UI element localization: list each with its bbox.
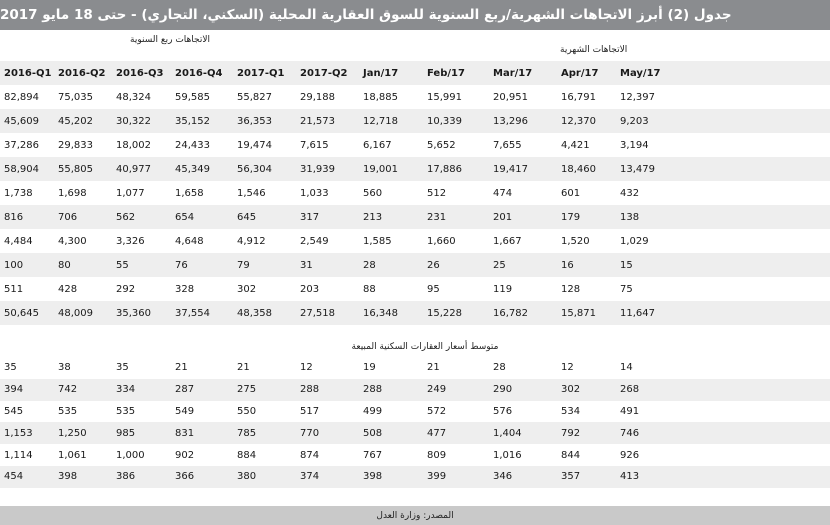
- table-title: جدول (2) أبرز الاتجاهات الشهرية/ربع السنوية للسوق العقارية المحلية (السكني، التجاري) - حتى 18 مايو 2017: [0, 0, 830, 30]
- table-cell: 21: [233, 357, 296, 379]
- table-cell: 203: [296, 277, 359, 301]
- table-cell: 275: [233, 379, 296, 401]
- table-cell: 394: [0, 379, 54, 401]
- table-cell: 792: [557, 422, 616, 444]
- table-cell: 16,782: [489, 301, 557, 325]
- table-cell: 55: [112, 253, 171, 277]
- table-cell: 12,397: [616, 85, 830, 109]
- table-cell: 545: [0, 401, 54, 423]
- table-cell: 508: [359, 422, 423, 444]
- table-cell: 1,667: [489, 229, 557, 253]
- average-prices-title: متوسط أسعار العقارات السكنية المبيعة: [351, 342, 499, 352]
- table-cell: 75,035: [54, 85, 112, 109]
- table-row: [0, 444, 830, 466]
- table-cell: 179: [557, 205, 616, 229]
- table-cell: 35: [0, 357, 54, 379]
- table-cell: 809: [423, 444, 489, 466]
- table-cell: 29,188: [296, 85, 359, 109]
- table-cell: 231: [423, 205, 489, 229]
- column-header: May/17: [616, 61, 830, 85]
- table-cell: 58,904: [0, 157, 54, 181]
- table-cell: 45,609: [0, 109, 54, 133]
- monthly-group-label: الاتجاهات الشهرية: [560, 45, 628, 55]
- table-cell: 4,300: [54, 229, 112, 253]
- column-header: 2016-Q4: [171, 61, 233, 85]
- table-cell: 21: [423, 357, 489, 379]
- table-cell: 1,585: [359, 229, 423, 253]
- table-cell: 15,991: [423, 85, 489, 109]
- table-cell: 48,358: [233, 301, 296, 325]
- table-cell: 18,002: [112, 133, 171, 157]
- table-cell: 40,977: [112, 157, 171, 181]
- table-cell: 19,417: [489, 157, 557, 181]
- table-cell: 742: [54, 379, 112, 401]
- column-header: Mar/17: [489, 61, 557, 85]
- table-cell: 746: [616, 422, 830, 444]
- table-cell: 4,648: [171, 229, 233, 253]
- table-row: [0, 157, 830, 181]
- table-cell: 4,484: [0, 229, 54, 253]
- table-cell: 45,349: [171, 157, 233, 181]
- table-cell: 1,250: [54, 422, 112, 444]
- column-header: 2016-Q1: [0, 61, 54, 85]
- table-cell: 55,805: [54, 157, 112, 181]
- table-cell: 11,647: [616, 301, 830, 325]
- table-cell: 1,546: [233, 181, 296, 205]
- table-row: [0, 205, 830, 229]
- table-cell: 302: [233, 277, 296, 301]
- table-cell: 95: [423, 277, 489, 301]
- table-cell: 21,573: [296, 109, 359, 133]
- table-cell: 20,951: [489, 85, 557, 109]
- table-cell: 249: [423, 379, 489, 401]
- table-cell: 535: [112, 401, 171, 423]
- table-cell: 26: [423, 253, 489, 277]
- table-cell: 10,339: [423, 109, 489, 133]
- table-row: [0, 85, 830, 109]
- table-row: [0, 277, 830, 301]
- table-cell: 601: [557, 181, 616, 205]
- table-cell: 346: [489, 466, 557, 488]
- market-indicators-table: [0, 85, 830, 325]
- table-cell: 399: [423, 466, 489, 488]
- source-note: المصدر: وزارة العدل: [0, 506, 830, 525]
- table-cell: 25: [489, 253, 557, 277]
- table-cell: 1,404: [489, 422, 557, 444]
- table-cell: 12: [296, 357, 359, 379]
- table-cell: 16: [557, 253, 616, 277]
- table-cell: 535: [54, 401, 112, 423]
- table-cell: 19,474: [233, 133, 296, 157]
- table-cell: 292: [112, 277, 171, 301]
- column-header: 2017-Q2: [296, 61, 359, 85]
- table-cell: 119: [489, 277, 557, 301]
- table-cell: 654: [171, 205, 233, 229]
- table-cell: 562: [112, 205, 171, 229]
- table-cell: 1,698: [54, 181, 112, 205]
- table-cell: 55,827: [233, 85, 296, 109]
- table-cell: 474: [489, 181, 557, 205]
- table-cell: 21: [171, 357, 233, 379]
- table-cell: 328: [171, 277, 233, 301]
- table-row: [0, 466, 830, 488]
- table-cell: 477: [423, 422, 489, 444]
- table-cell: 1,114: [0, 444, 54, 466]
- table-cell: 1,738: [0, 181, 54, 205]
- table-cell: 398: [359, 466, 423, 488]
- table-cell: 902: [171, 444, 233, 466]
- table-cell: 4,912: [233, 229, 296, 253]
- table-cell: 1,660: [423, 229, 489, 253]
- table-cell: 290: [489, 379, 557, 401]
- table-cell: 31: [296, 253, 359, 277]
- table-cell: 48,324: [112, 85, 171, 109]
- table-cell: 1,000: [112, 444, 171, 466]
- table-cell: 386: [112, 466, 171, 488]
- table-cell: 549: [171, 401, 233, 423]
- table-cell: 374: [296, 466, 359, 488]
- table-cell: 35: [112, 357, 171, 379]
- table-cell: 100: [0, 253, 54, 277]
- quarterly-group-label: الاتجاهات ربع السنوية: [130, 35, 210, 45]
- table-cell: 48,009: [54, 301, 112, 325]
- table-cell: 512: [423, 181, 489, 205]
- table-cell: 12: [557, 357, 616, 379]
- table-cell: 37,286: [0, 133, 54, 157]
- table-cell: 19,001: [359, 157, 423, 181]
- table-cell: 18,885: [359, 85, 423, 109]
- table-cell: 499: [359, 401, 423, 423]
- table-cell: 816: [0, 205, 54, 229]
- table-cell: 576: [489, 401, 557, 423]
- table-cell: 357: [557, 466, 616, 488]
- table-cell: 45,202: [54, 109, 112, 133]
- table-cell: 18,460: [557, 157, 616, 181]
- table-cell: 28: [489, 357, 557, 379]
- table-cell: 7,615: [296, 133, 359, 157]
- table-cell: 287: [171, 379, 233, 401]
- table-cell: 302: [557, 379, 616, 401]
- table-row: [0, 133, 830, 157]
- table-cell: 12,718: [359, 109, 423, 133]
- table-cell: 454: [0, 466, 54, 488]
- table-cell: 432: [616, 181, 830, 205]
- table-cell: 35,360: [112, 301, 171, 325]
- table-cell: 1,016: [489, 444, 557, 466]
- table-cell: 28: [359, 253, 423, 277]
- column-header-row: [0, 61, 830, 85]
- table-cell: 785: [233, 422, 296, 444]
- table-cell: 366: [171, 466, 233, 488]
- table-cell: 1,061: [54, 444, 112, 466]
- table-cell: 27,518: [296, 301, 359, 325]
- table-row: [0, 109, 830, 133]
- column-header: 2016-Q3: [112, 61, 171, 85]
- table-cell: 874: [296, 444, 359, 466]
- table-cell: 88: [359, 277, 423, 301]
- table-cell: 334: [112, 379, 171, 401]
- table-cell: 7,655: [489, 133, 557, 157]
- table-cell: 3,194: [616, 133, 830, 157]
- table-cell: 79: [233, 253, 296, 277]
- table-cell: 6,167: [359, 133, 423, 157]
- table-cell: 12,370: [557, 109, 616, 133]
- column-header: 2017-Q1: [233, 61, 296, 85]
- table-cell: 213: [359, 205, 423, 229]
- table-cell: 13,296: [489, 109, 557, 133]
- column-header: 2016-Q2: [54, 61, 112, 85]
- table-cell: 15: [616, 253, 830, 277]
- table-cell: 50,645: [0, 301, 54, 325]
- table-cell: 268: [616, 379, 830, 401]
- table-row: [0, 253, 830, 277]
- table-cell: 317: [296, 205, 359, 229]
- table-row: [0, 379, 830, 401]
- table-row: [0, 181, 830, 205]
- average-prices-table: [0, 357, 830, 488]
- table-cell: 80: [54, 253, 112, 277]
- table-cell: 201: [489, 205, 557, 229]
- table-cell: 560: [359, 181, 423, 205]
- table-cell: 31,939: [296, 157, 359, 181]
- table-cell: 1,033: [296, 181, 359, 205]
- table-cell: 491: [616, 401, 830, 423]
- table-cell: 138: [616, 205, 830, 229]
- table-cell: 4,421: [557, 133, 616, 157]
- table-cell: 380: [233, 466, 296, 488]
- table-cell: 2,549: [296, 229, 359, 253]
- table-cell: 35,152: [171, 109, 233, 133]
- table-cell: 36,353: [233, 109, 296, 133]
- table-cell: 37,554: [171, 301, 233, 325]
- table-cell: 30,322: [112, 109, 171, 133]
- table-row: [0, 357, 830, 379]
- table-cell: 1,658: [171, 181, 233, 205]
- table-row: [0, 301, 830, 325]
- column-header: Feb/17: [423, 61, 489, 85]
- table-cell: 19: [359, 357, 423, 379]
- table-cell: 14: [616, 357, 830, 379]
- table-cell: 16,348: [359, 301, 423, 325]
- table-cell: 13,479: [616, 157, 830, 181]
- table-cell: 15,871: [557, 301, 616, 325]
- table-cell: 534: [557, 401, 616, 423]
- table-cell: 1,029: [616, 229, 830, 253]
- table-cell: 128: [557, 277, 616, 301]
- table-cell: 56,304: [233, 157, 296, 181]
- table-cell: 24,433: [171, 133, 233, 157]
- table-cell: 75: [616, 277, 830, 301]
- table-cell: 413: [616, 466, 830, 488]
- table-cell: 1,077: [112, 181, 171, 205]
- table-cell: 76: [171, 253, 233, 277]
- table-cell: 1,520: [557, 229, 616, 253]
- table-row: [0, 422, 830, 444]
- column-header-table: [0, 61, 830, 85]
- table-cell: 844: [557, 444, 616, 466]
- table-cell: 17,886: [423, 157, 489, 181]
- table-cell: 398: [54, 466, 112, 488]
- table-cell: 288: [359, 379, 423, 401]
- table-cell: 1,153: [0, 422, 54, 444]
- table-cell: 884: [233, 444, 296, 466]
- table-cell: 645: [233, 205, 296, 229]
- table-cell: 3,326: [112, 229, 171, 253]
- table-cell: 38: [54, 357, 112, 379]
- table-cell: 15,228: [423, 301, 489, 325]
- table-cell: 9,203: [616, 109, 830, 133]
- table-cell: 5,652: [423, 133, 489, 157]
- table-cell: 517: [296, 401, 359, 423]
- table-cell: 29,833: [54, 133, 112, 157]
- table-cell: 706: [54, 205, 112, 229]
- table-cell: 82,894: [0, 85, 54, 109]
- table-cell: 16,791: [557, 85, 616, 109]
- column-header: Jan/17: [359, 61, 423, 85]
- table-cell: 770: [296, 422, 359, 444]
- table-cell: 288: [296, 379, 359, 401]
- column-header: Apr/17: [557, 61, 616, 85]
- table-cell: 550: [233, 401, 296, 423]
- table-cell: 572: [423, 401, 489, 423]
- table-cell: 428: [54, 277, 112, 301]
- table-cell: 985: [112, 422, 171, 444]
- table-cell: 511: [0, 277, 54, 301]
- table-cell: 926: [616, 444, 830, 466]
- table-row: [0, 229, 830, 253]
- table-cell: 767: [359, 444, 423, 466]
- table-cell: 831: [171, 422, 233, 444]
- table-cell: 59,585: [171, 85, 233, 109]
- table-row: [0, 401, 830, 423]
